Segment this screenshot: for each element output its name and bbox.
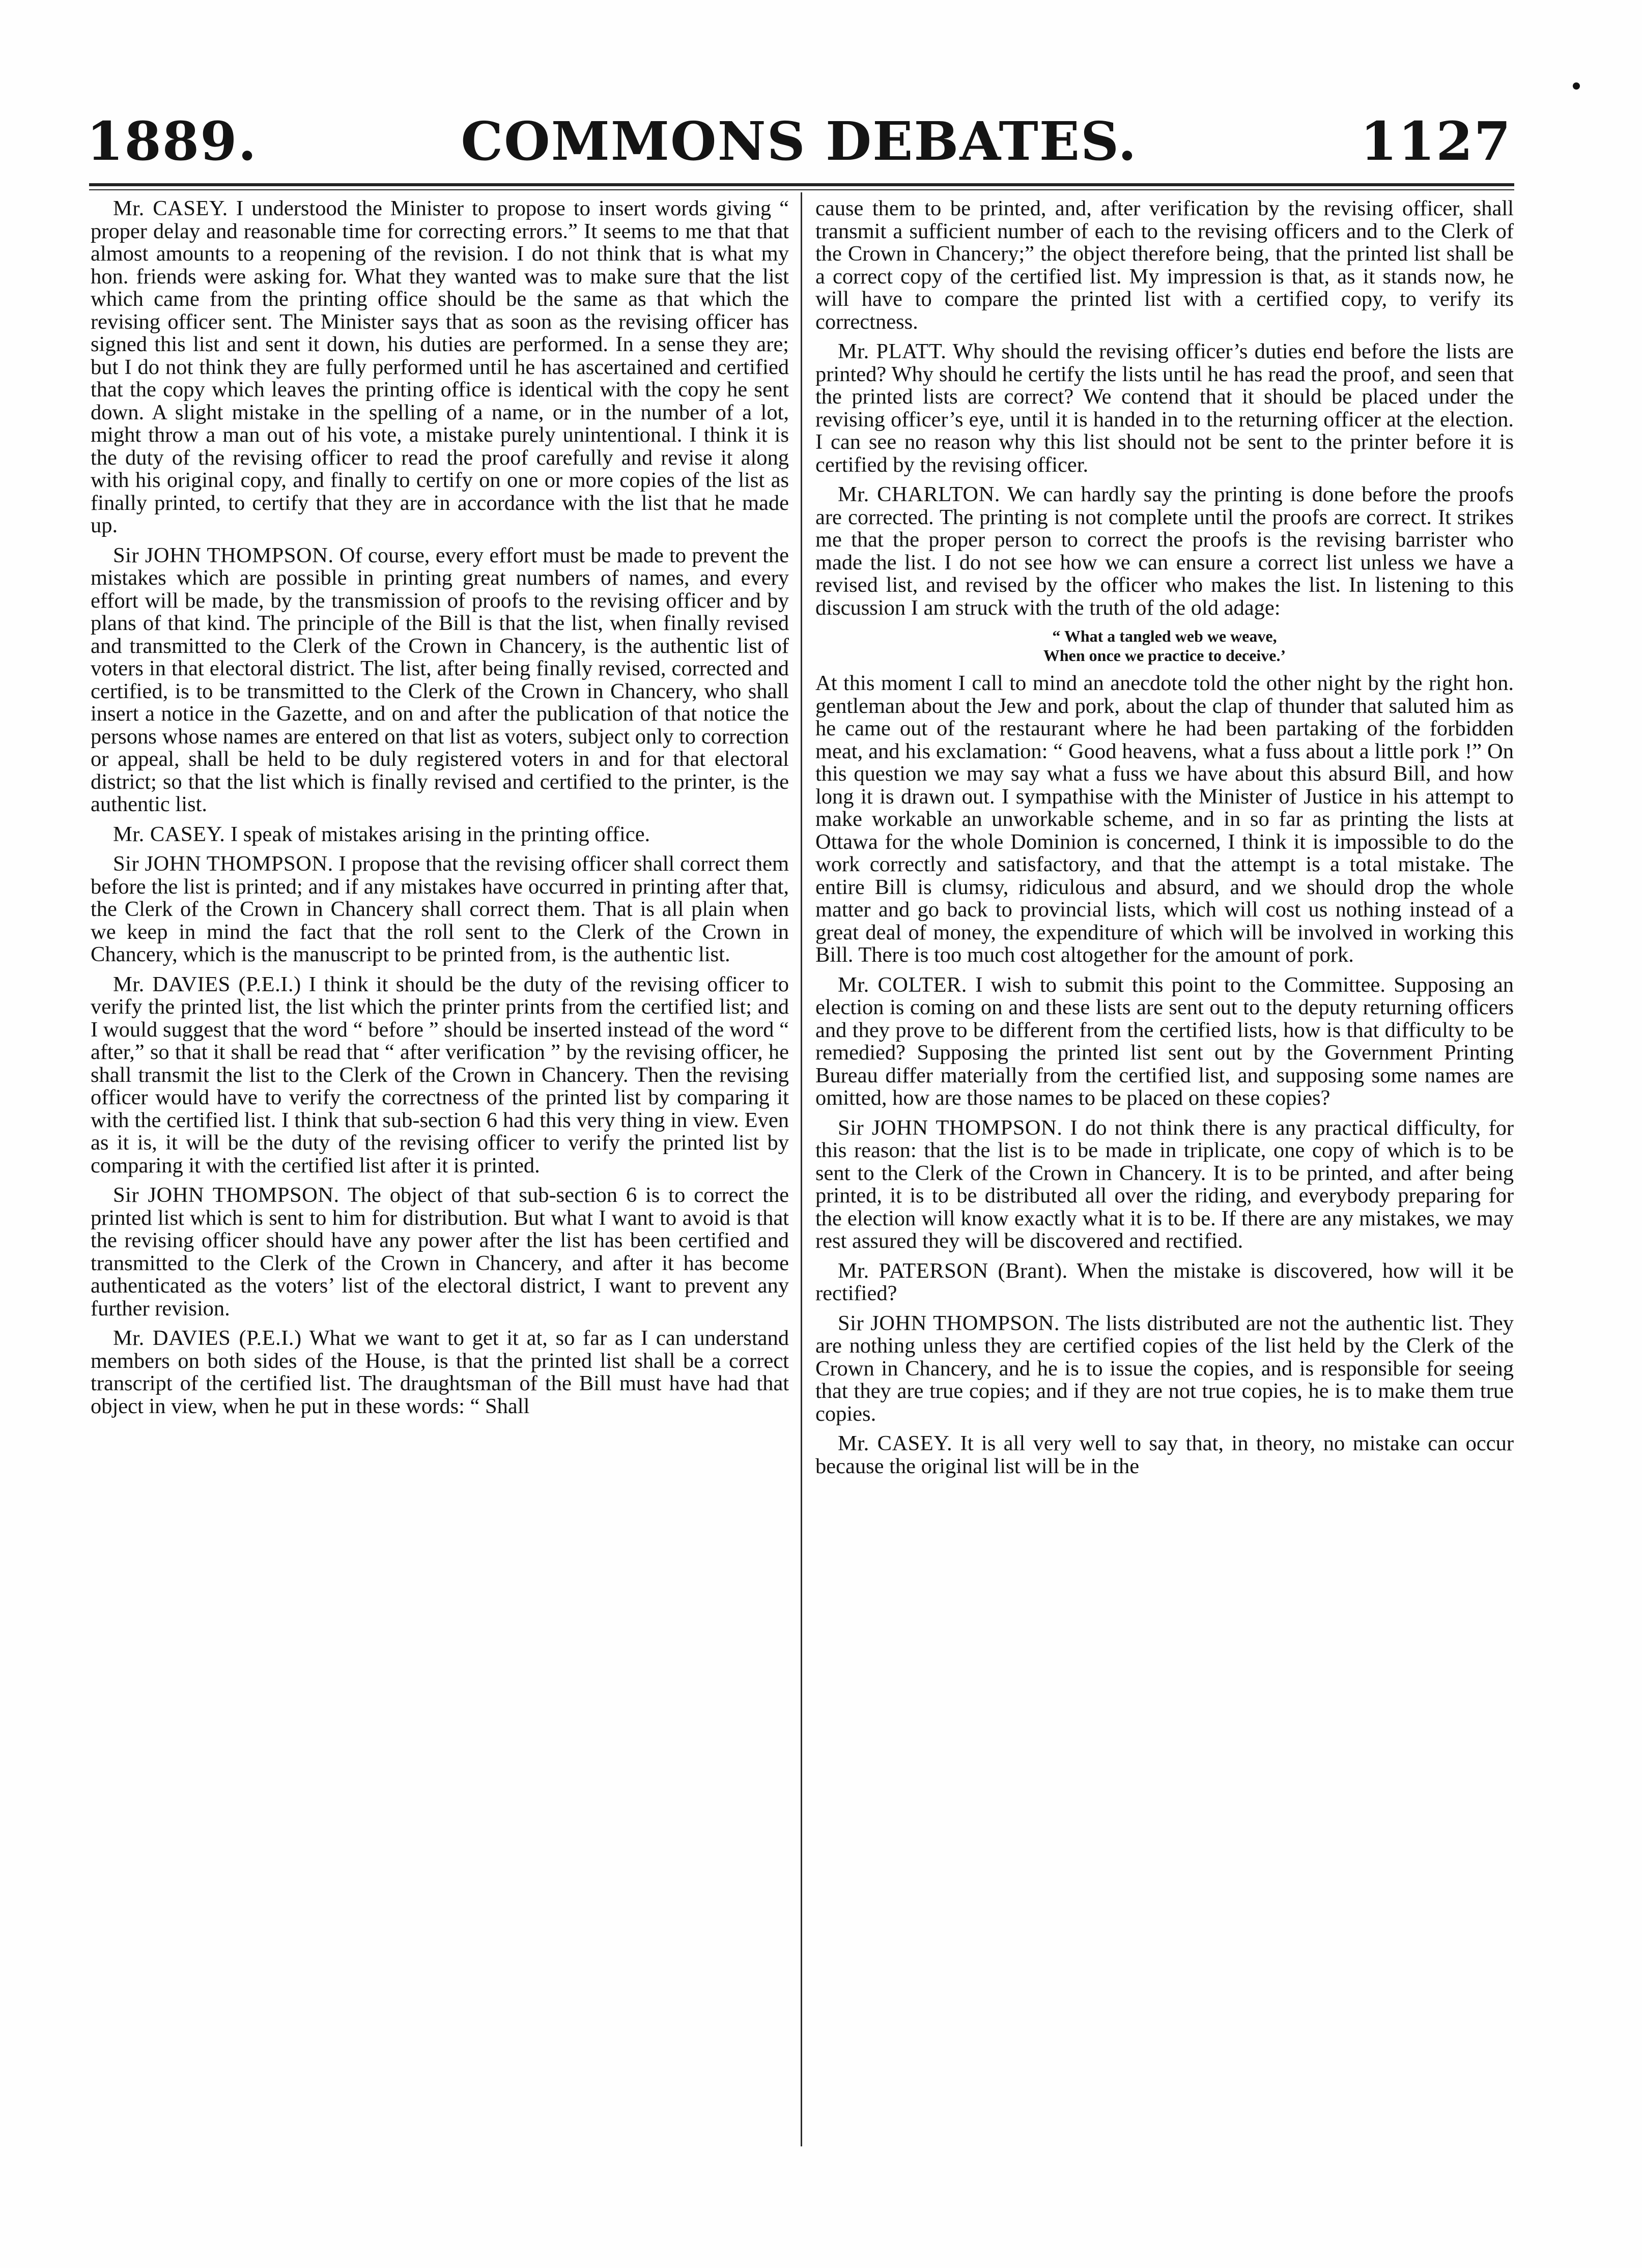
speech-text: Why should the revising officer’s duties end before the lists are printed? Why should he certify the lists until he has read the proof, and seen that the printed lists are correct? We contend that it should be placed under the revising officer’s eye, until it is handed in to the returning officer at the election. I can see no reason why this list should not be sent to the printer before it is certified by the revising officer. [815, 339, 1514, 477]
speech-text: I speak of mistakes arising in the printing office. [230, 822, 650, 846]
speech-paragraph [815, 1117, 1514, 1253]
speech-text: It is all very well to say that, in theory, no mistake can occur because the original list will be in the [815, 1431, 1514, 1478]
page-header [87, 111, 1512, 172]
ink-dot [1573, 82, 1580, 90]
speaker-name: Sir JOHN THOMPSON. [113, 852, 333, 876]
speech-paragraph [91, 1327, 789, 1418]
column-divider [801, 192, 802, 2146]
speaker-name: Mr. DAVIES (P.E.I.) [113, 1326, 302, 1350]
speaker-name: Mr. COLTER. [838, 972, 967, 997]
speaker-name: Mr. CHARLTON. [838, 482, 1000, 506]
speaker-name: Sir JOHN THOMPSON. [838, 1311, 1060, 1335]
speech-text: I do not think there is any practical difficulty, for this reason: that the list is to be made in triplicate, one copy of which is to be sent to the Clerk of the Crown in Chancery. It is to be printed, and after being printed, it is to be distributed all over the riding, and everybody preparing for the election will know exactly what it is to be. If there are any mistakes, we may rest assured they will be discovered and rectified. [815, 1115, 1514, 1253]
left-column [91, 197, 789, 2146]
speech-text: I wish to submit this point to the Committee. Supposing an election is coming on and these lists are sent out to the deputy returning officers and they prove to be different from the certified lists, how is that difficulty to be remedied? Supposing the printed list sent out by the Government Printing Bureau differ materially from the certified list, and supposing some names are omitted, how are those names to be placed on these copies? [815, 972, 1514, 1110]
speech-paragraph [91, 197, 789, 537]
quote-line: When once we practice to deceive.’ [1043, 646, 1286, 665]
header-rule-thick [89, 183, 1514, 186]
quote-line: “ What a tangled web we weave, [1052, 627, 1277, 645]
speech-text: Of course, every effort must be made to prevent the mistakes which are possible in printing great numbers of names, and every effort will be made, by the transmission of proofs to the revising officer and by plans of that kind. The principle of the Bill is that the list, when finally revised and transmitted to the Clerk of the Crown in Chancery, is the authentic list of voters in that electoral district. The list, after being finally revised, corrected and certified, is to be transmitted to the Clerk of the Crown in Chancery, who shall insert a notice in the Gazette, and on and after the publication of that notice the persons whose names are entered on that list as voters, subject only to correction or appeal, shall be held to be duly registered voters in and for that electoral district; so that the list which is finally revised and certified to the printer, is the authentic list. [91, 543, 789, 816]
speech-continuation [815, 672, 1514, 967]
speaker-name: Mr. PATERSON (Brant). [838, 1258, 1068, 1283]
right-column [815, 197, 1514, 2146]
speech-text: I propose that the revising officer shall correct them before the list is printed; and if any mistakes have occurred in printing after that, the Clerk of the Crown in Chancery shall correct them. That is all plain when we keep in mind the fact that the roll sent to the Clerk of the Crown in Chancery, which is the manuscript to be printed from, is the authentic list. [91, 852, 789, 966]
speech-paragraph [91, 973, 789, 1178]
speaker-name: Mr. CASEY. [113, 822, 225, 846]
speech-paragraph [815, 340, 1514, 476]
header-year: 1889. [87, 110, 258, 173]
speech-text: When the mistake is discovered, how will it be rectified? [815, 1258, 1514, 1305]
speaker-name: Mr. PLATT. [838, 339, 947, 363]
speech-text: The lists distributed are not the authentic list. They are nothing unless they are certified copies of the list held by the Clerk of the Crown in Chancery, and he is to issue the copies, and is responsible for seeing that they are true copies; and if they are not true copies, he is to make them true copies. [815, 1311, 1514, 1426]
speaker-name: Mr. DAVIES (P.E.I.) [113, 972, 301, 996]
header-page-number: 1127 [1360, 110, 1512, 173]
speech-paragraph [815, 1260, 1514, 1305]
speech-text: We can hardly say the printing is done before the proofs are corrected. The printing is not complete until the proofs are correct. It strikes me that the proper person to correct the proofs is the revising barrister who made the list. I do not see how we can ensure a correct list unless we have a revised list, and revised by the officer who makes the list. In listening to this discussion I am struck with the truth of the old adage: [815, 482, 1514, 620]
speech-paragraph [815, 1312, 1514, 1426]
speech-paragraph [815, 483, 1514, 619]
speaker-name: Sir JOHN THOMPSON. [113, 1183, 339, 1207]
verse-quote [815, 626, 1514, 665]
speech-text: What we want to get it at, so far as I can understand members on both sides of the House, is that the printed list shall be a correct transcript of the certified list. The draughtsman of the Bill must have had that object in view, when he put in these words: “ Shall [91, 1326, 789, 1418]
speech-continuation [815, 197, 1514, 333]
speech-paragraph [91, 1184, 789, 1320]
speech-text: I think it should be the duty of the revising officer to verify the printed list, the list which the printer prints from the certified list; and I would suggest that the word “ before ” should be inserted instead of the word “ after,” so that it shall be read that “ after verification ” by the revising officer, he shall transmit the list to the Clerk of the Crown in Chancery. Then the revising officer would have to verify the correctness of the printed list by comparing it with the certified list. I think that sub-section 6 had this very thing in view. Even as it is, it will be the duty of the revising officer to verify the printed list by comparing it with the certified list after it is printed. [91, 972, 789, 1178]
header-rule-thin [89, 189, 1514, 190]
speech-text: I understood the Minister to propose to insert words giving “ proper delay and reasonable time for correcting errors.” It seems to me that that almost amounts to a reopening of the revision. I do not think that is what my hon. friends were asking for. What they wanted was to make sure that the list which came from the printing office should be the same as that which the revising officer sent. The Minister says that as soon as the revising officer has signed this list and sent it down, his duties are performed. In a sense they are; but I do not think they are fully performed until he has ascertained and certified that the copy which leaves the printing office is identical with the copy he sent down. A slight mistake in the spelling of a name, or in the number of a lot, might throw a man out of his vote, a mistake purely unintentional. I think it is the duty of the revising officer to read the proof carefully and revise it along with his original copy, and finally to certify on one or more copies of the list as finally printed, to certify that they are in accordance with the list that he made up. [91, 197, 789, 537]
speech-text: The object of that sub-section 6 is to correct the printed list which is sent to him for distribution. But what I want to avoid is that the revising officer should have any power after the list has been certified and transmitted to the Clerk of the Crown in Chancery, and after it has become authenticated as the voters’ list of the electoral district, I want to prevent any further revision. [91, 1183, 789, 1320]
speech-text: At this moment I call to mind an anecdote told the other night by the right hon. gentleman about the Jew and pork, about the clap of thunder that saluted him as he came out of the restaurant where he had been partaking of the forbidden meat, and his exclamation: “ Good heavens, what a fuss about a little pork !” On this question we may say what a fuss we have about this absurd Bill, and how long it is drawn out. I sympathise with the Minister of Justice in his attempt to make workable an unworkable scheme, and in so far as printing the lists at Ottawa for the whole Dominion is concerned, I think it is impossible to do the work correctly and satisfactory, and that the attempt is a total mistake. The entire Bill is clumsy, ridiculous and absurd, and we should drop the whole matter and go back to provincial lists, which will cost us nothing instead of a great deal of money, the expenditure of which will be involved in working this Bill. There is too much cost altogether for the amount of pork. [815, 671, 1514, 967]
speech-paragraph [91, 853, 789, 966]
speaker-name: Sir JOHN THOMPSON. [838, 1115, 1063, 1140]
speech-paragraph [91, 823, 789, 846]
speech-paragraph [91, 544, 789, 816]
header-title: COMMONS DEBATES. [461, 110, 1138, 173]
speech-paragraph [815, 974, 1514, 1110]
speaker-name: Mr. CASEY. [838, 1431, 953, 1455]
speaker-name: Sir JOHN THOMPSON. [113, 543, 334, 567]
speech-text: cause them to be printed, and, after verification by the revising officer, shall transmit a sufficient number of each to the revising officers and to the Clerk of the Crown in Chancery;” the object therefore being, that the printed list shall be a correct copy of the certified list. My impression is that, as it stands now, he will have to compare the printed list with a certified copy, to verify its correctness. [815, 197, 1514, 334]
speech-paragraph [815, 1432, 1514, 1478]
speaker-name: Mr. CASEY. [113, 197, 228, 220]
